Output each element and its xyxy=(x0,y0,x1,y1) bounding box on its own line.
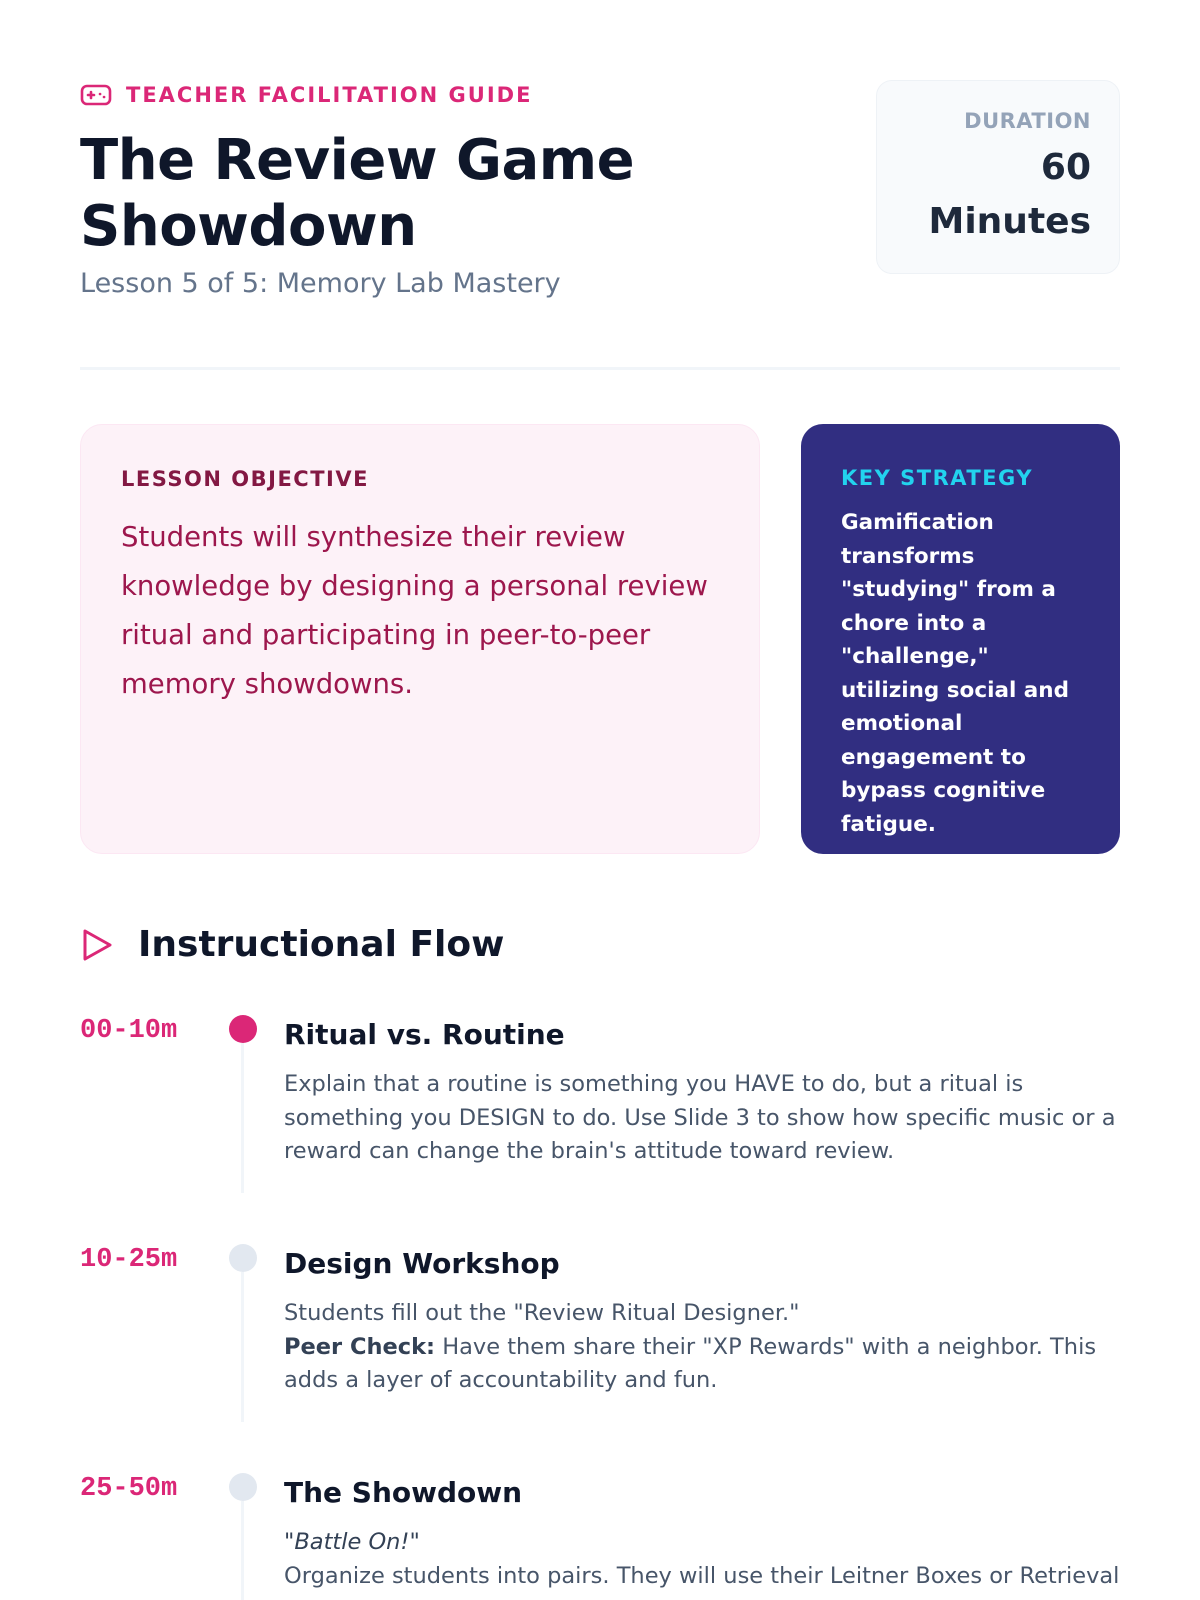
step-time: 25-50m xyxy=(80,1474,178,1504)
step-title: Design Workshop xyxy=(284,1247,560,1280)
duration-value: 60 Minutes xyxy=(928,147,1091,242)
strategy-text: Gamification transforms "studying" from a chore into a "challenge," utilizing social and emotional engagement to bypass cognitive fatigue. xyxy=(841,510,1070,837)
section-title: Instructional Flow xyxy=(138,924,505,965)
step-time: 10-25m xyxy=(80,1245,178,1275)
step-title: Ritual vs. Routine xyxy=(284,1018,565,1051)
key-strategy-card xyxy=(801,424,1120,854)
objective-label: LESSON OBJECTIVE xyxy=(121,467,369,491)
step-description xyxy=(284,1526,1120,1593)
step-description: Explain that a routine is something you HAVE to do, but a ritual is something you DESIGN to do. Use Slide 3 to show how specific music or a reward can change the brain's attitude toward review. xyxy=(284,1071,1116,1164)
instructional-flow-heading xyxy=(80,924,504,965)
play-icon xyxy=(80,927,114,963)
step-description xyxy=(284,1297,1120,1398)
peer-check-label: Peer Check: xyxy=(284,1333,436,1360)
step-text xyxy=(284,1331,1120,1398)
timeline-connector xyxy=(241,1272,244,1422)
lesson-objective-card xyxy=(80,424,760,854)
duration-card xyxy=(876,80,1120,274)
timeline-dot xyxy=(229,1244,257,1272)
peer-check-text: Have them share their "XP Rewards" with a neighbor. This adds a layer of accountability and fun. xyxy=(284,1333,1097,1393)
facilitation-guide-page xyxy=(80,0,1120,1600)
step-text: Organize students into pairs. They will use their Leitner Boxes or Retrieval xyxy=(284,1562,1120,1589)
step-quote xyxy=(284,1526,1120,1560)
step-title: The Showdown xyxy=(284,1476,523,1509)
timeline-dot-active xyxy=(229,1015,257,1043)
step-text: Students fill out the "Review Ritual Designer." xyxy=(284,1300,800,1326)
objective-text: Students will synthesize their review knowledge by designing a personal review ritual and participating in peer-to-peer memory showdowns. xyxy=(121,521,708,700)
duration-label: DURATION xyxy=(964,109,1091,133)
strategy-label: KEY STRATEGY xyxy=(841,466,1034,490)
timeline-connector xyxy=(241,1043,244,1193)
gamepad-icon xyxy=(80,82,112,108)
eyebrow xyxy=(80,82,532,108)
eyebrow-label: TEACHER FACILITATION GUIDE xyxy=(126,83,533,107)
timeline-dot xyxy=(229,1473,257,1501)
guide-header xyxy=(80,78,1120,368)
page-subtitle: Lesson 5 of 5: Memory Lab Mastery xyxy=(80,268,561,299)
step-time: 00-10m xyxy=(80,1016,178,1046)
timeline-connector xyxy=(241,1501,244,1600)
header-divider xyxy=(80,367,1120,370)
page-title: The Review Game Showdown xyxy=(80,128,635,259)
battle-quote: "Battle On!" xyxy=(284,1529,420,1555)
